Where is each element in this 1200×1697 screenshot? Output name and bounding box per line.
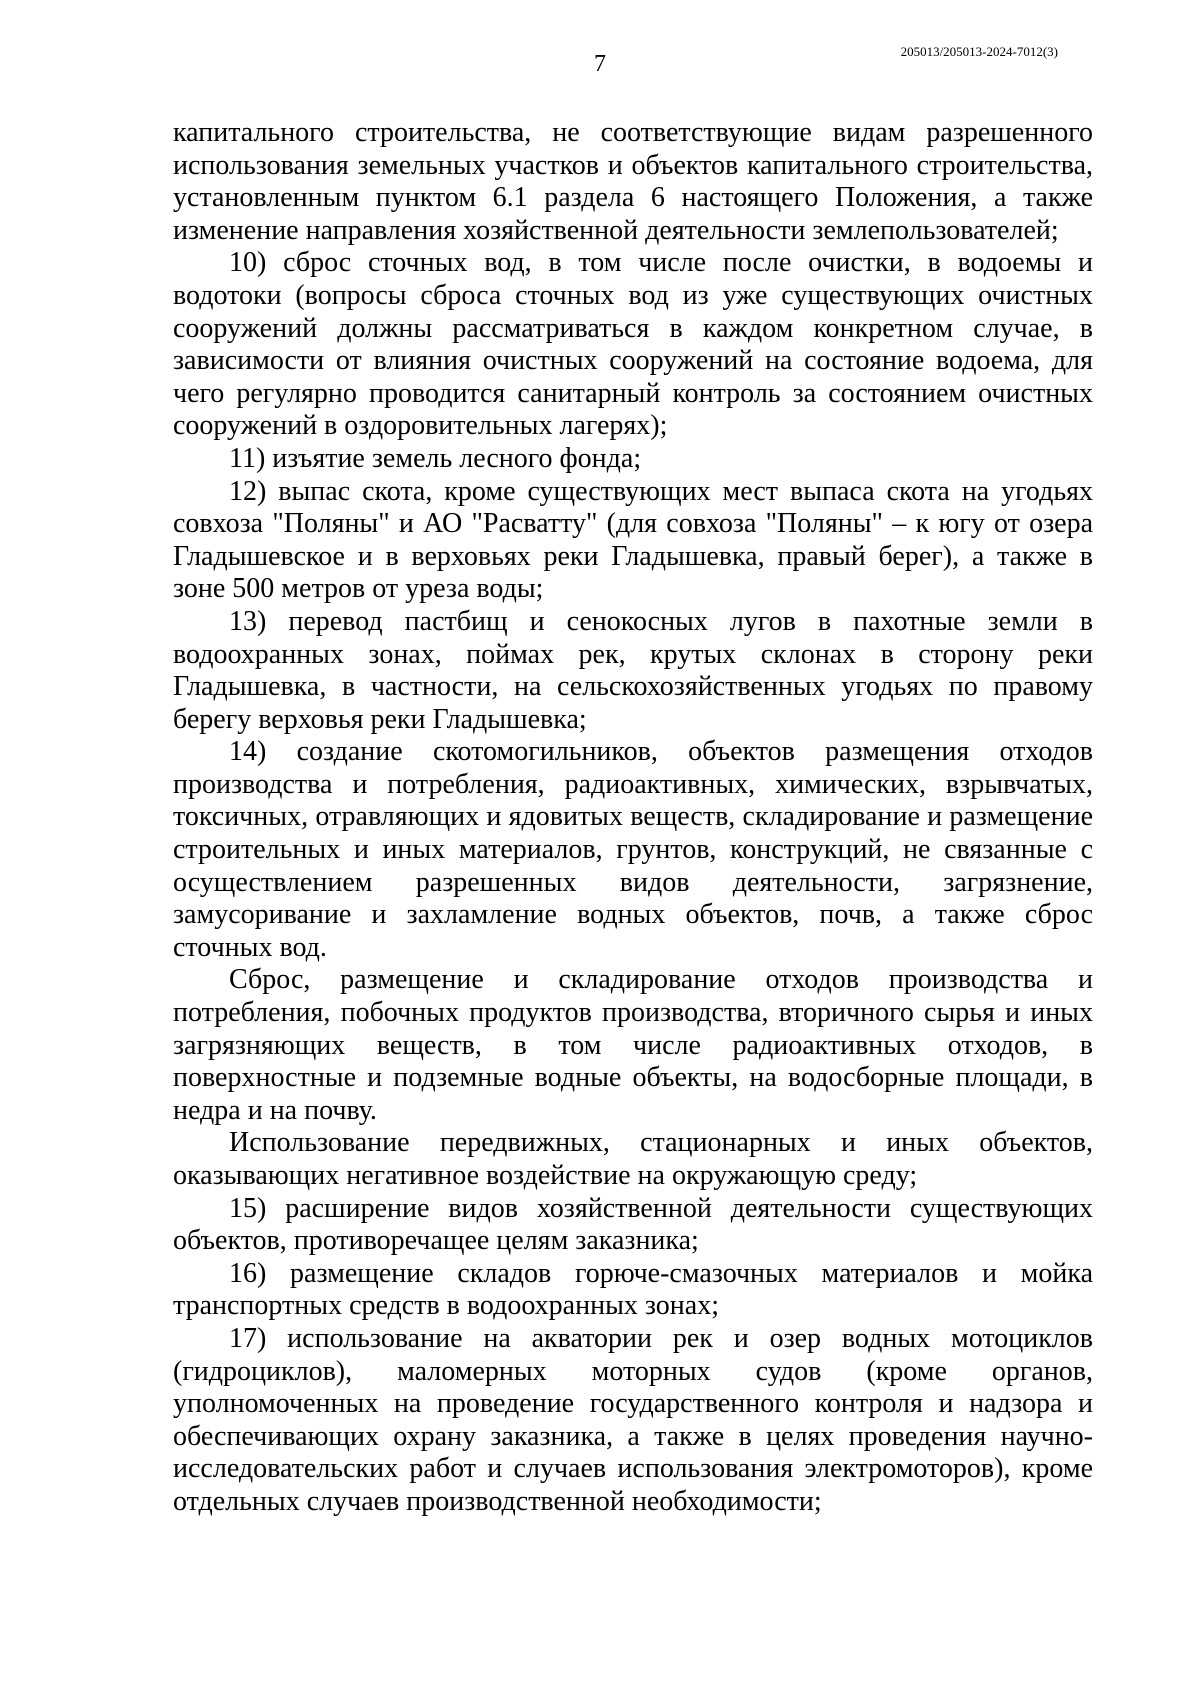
paragraph-item-13: 13) перевод пастбищ и сенокосных лугов в пахотные земли в водоохранных зонах, поймах рек, крутых склонах в сторону реки Гладышевка, в частности, на сельскохозяйственных угодьях по правому берегу верховья реки Гладышевка; bbox=[173, 605, 1093, 735]
paragraph-item-17: 17) использование на акватории рек и озер водных мотоциклов (гидроциклов), маломерных моторных судов (кроме органов, уполномоченных на проведение государственного контроля и надзора и обеспечивающих охрану заказника, а также в целях проведения научно-исследовательских работ и случаев использования электромоторов), кроме отдельных случаев производственной необходимости; bbox=[173, 1322, 1093, 1517]
paragraph-item-11: 11) изъятие земель лесного фонда; bbox=[229, 442, 642, 474]
page-number: 7 bbox=[594, 51, 606, 77]
paragraph-item-10: 10) сброс сточных вод, в том числе после очистки, в водоемы и водотоки (вопросы сброса сточных вод из уже существующих очистных сооружений должны рассматриваться в каждом конкретном случае, в зависимости от влияния очистных сооружений на состояние водоема, для чего регулярно проводится санитарный контроль за состоянием очистных сооружений в оздоровительных лагерях); bbox=[173, 247, 1093, 442]
document-id: 205013/205013-2024-7012(3) bbox=[900, 44, 1058, 59]
paragraph-item-15: 15) расширение видов хозяйственной деятельности существующих объектов, противоречащее целям заказника; bbox=[173, 1192, 1093, 1257]
paragraph-use-of-objects: Использование передвижных, стационарных и иных объектов, оказывающих негативное воздействие на окружающую среду; bbox=[173, 1127, 1093, 1191]
paragraph-item-16: 16) размещение складов горюче-смазочных материалов и мойка транспортных средств в водоохранных зонах; bbox=[173, 1257, 1093, 1322]
paragraph-discharge-waste: Сброс, размещение и складирование отходов производства и потребления, побочных продуктов производства, вторичного сырья и иных загрязняющих веществ, в том числе радиоактивных отходов, в поверхностные и подземные водные объекты, на водосборные площади, в недра и на почву. bbox=[173, 964, 1093, 1126]
document-body bbox=[173, 117, 1093, 1519]
paragraph-item-14: 14) создание скотомогильников, объектов размещения отходов производства и потребления, радиоактивных, химических, взрывчатых, токсичных, отравляющих и ядовитых веществ, складирование и размещение строительных и иных материалов, грунтов, конструкций, не связанные с осуществлением разрешенных видов деятельности, загрязнение, замусоривание и захламление водных объектов, почв, а также сброс сточных вод. bbox=[173, 736, 1093, 963]
paragraph-continuation: капитального строительства, не соответствующие видам разрешенного использования земельных участков и объектов капитального строительства, установленным пунктом 6.1 раздела 6 настоящего Положения, а также изменение направления хозяйственной деятельности землепользователей; bbox=[173, 117, 1093, 246]
paragraph-item-12: 12) выпас скота, кроме существующих мест выпаса скота на угодьях совхоза "Поляны" и АО "Расватту" (для совхоза "Поляны" – к югу от озера Гладышевское и в верховьях реки Гладышевка, правый берег), а также в зоне 500 метров от уреза воды; bbox=[173, 475, 1093, 605]
